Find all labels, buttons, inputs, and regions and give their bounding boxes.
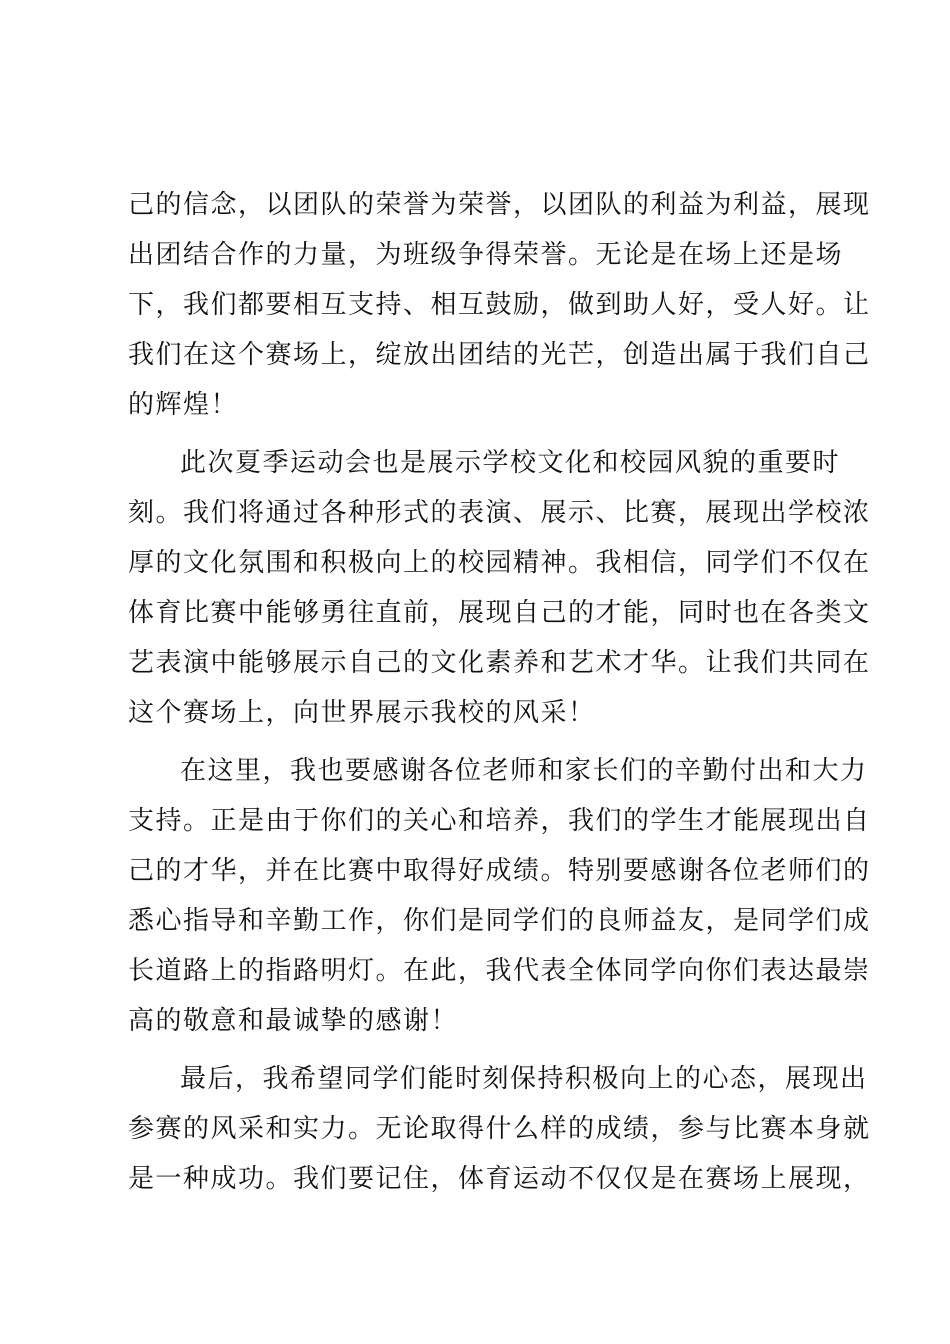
paragraph-line: 这个赛场上，向世界展示我校的风采！ [128,698,596,728]
paragraph-line: 高的敬意和最诚挚的感谢！ [128,1006,459,1036]
paragraph-line: 此次夏季运动会也是展示学校文化和校园风貌的重要时 [180,448,841,478]
paragraph-line: 己的才华，并在比赛中取得好成绩。特别要感谢各位老师们的 [128,856,871,886]
paragraph-line: 参赛的风采和实力。无论取得什么样的成绩，参与比赛本身就 [128,1114,871,1144]
paragraph-line: 出团结合作的力量，为班级争得荣誉。无论是在场上还是场 [128,240,844,270]
paragraph-line: 长道路上的指路明灯。在此，我代表全体同学向你们表达最崇 [128,956,871,986]
paragraph-line: 厚的文化氛围和积极向上的校园精神。我相信，同学们不仅在 [128,548,871,578]
document-body [128,180,871,1212]
paragraph-line: 支持。正是由于你们的关心和培养，我们的学生才能展现出自 [128,806,871,836]
paragraph-line: 艺表演中能够展示自己的文化素养和艺术才华。让我们共同在 [128,648,871,678]
paragraph-line: 在这里，我也要感谢各位老师和家长们的辛勤付出和大力 [180,756,868,786]
paragraph-1 [128,180,871,430]
paragraph-4 [128,1054,871,1204]
paragraph-line: 是一种成功。我们要记住，体育运动不仅仅是在赛场上展现， [128,1164,871,1194]
paragraph-3 [128,746,871,1046]
paragraph-line: 己的信念，以团队的荣誉为荣誉，以团队的利益为利益，展现 [128,190,871,220]
paragraph-line: 下，我们都要相互支持、相互鼓励，做到助人好，受人好。让 [128,290,871,320]
paragraph-line: 体育比赛中能够勇往直前，展现自己的才能，同时也在各类文 [128,598,871,628]
paragraph-line: 刻。我们将通过各种形式的表演、展示、比赛，展现出学校浓 [128,498,871,528]
paragraph-line: 的辉煌！ [128,390,239,420]
paragraph-line: 悉心指导和辛勤工作，你们是同学们的良师益友，是同学们成 [128,906,871,936]
paragraph-2 [128,438,871,738]
paragraph-line: 最后，我希望同学们能时刻保持积极向上的心态，展现出 [180,1064,868,1094]
paragraph-line: 我们在这个赛场上，绽放出团结的光芒，创造出属于我们自己 [128,340,871,370]
